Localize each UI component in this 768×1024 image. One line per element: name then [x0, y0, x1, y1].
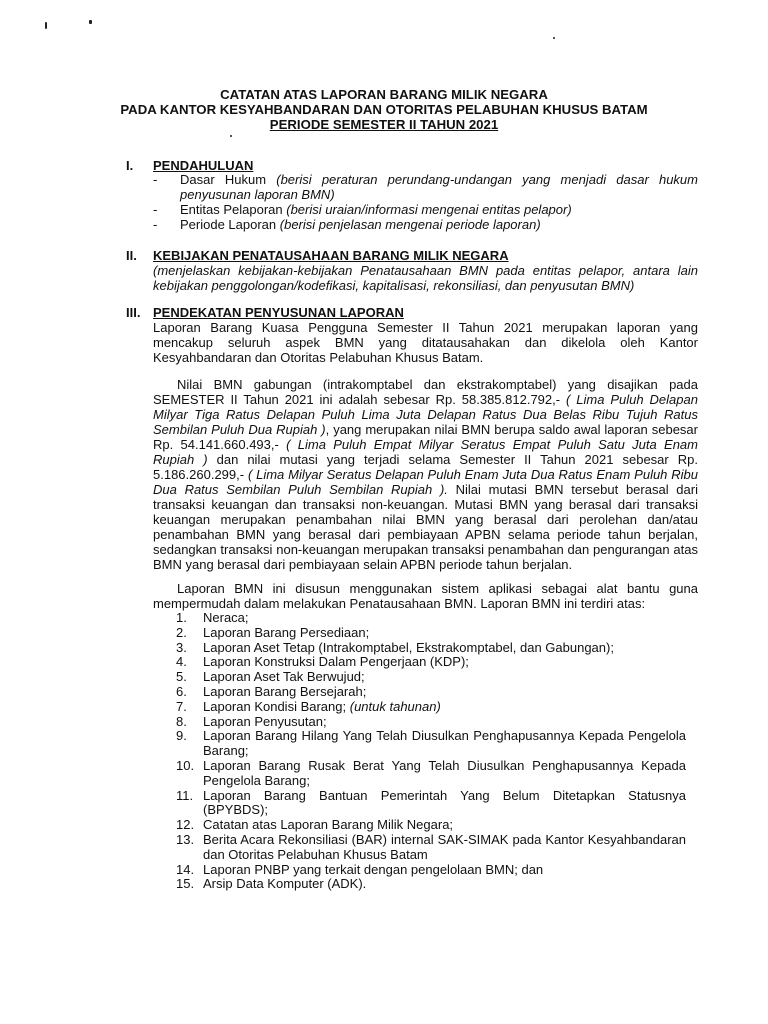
- document-title-line2: PADA KANTOR KESYAHBANDARAN DAN OTORITAS PELABUHAN KHUSUS BATAM: [120, 102, 648, 117]
- list-text: Catatan atas Laporan Barang Milik Negara;: [203, 817, 454, 833]
- list-number: 5.: [176, 669, 187, 685]
- total-value-text: Nilai BMN gabungan (intrakomptabel dan ekstrakomptabel) yang disajikan pada SEMESTER II Tahun 2021 ini adalah sebesar Rp. 58.385.812.792,-: [153, 377, 698, 407]
- item-note: (berisi uraian/informasi mengenai entitas pelapor): [286, 202, 572, 217]
- scan-speck: [553, 37, 555, 39]
- section-2-number: II.: [126, 248, 137, 263]
- mutation-explanation: Nilai mutasi BMN tersebut berasal dari transaksi keuangan dan transaksi non-keuangan. Mutasi BMN yang berasal dari transaksi keuangan merupakan penambahan nilai BMN yang berasal dari perolehan dan/atau penambahan BMN yang berasal dari pembiayaan APBN selama periode tahun berjalan, sedangkan transaksi non-keuangan merupakan transaksi penambahan dan pengurangan atas BMN yang berasal dari pembiayaan selain APBN periode tahun berjalan.: [153, 482, 698, 572]
- list-text: Neraca;: [203, 610, 249, 625]
- list-item: [176, 759, 686, 789]
- list-item: [176, 611, 686, 626]
- list-text: Laporan Barang Hilang Yang Telah Diusulkan Penghapusannya Kepada Pengelola Barang;: [203, 728, 686, 759]
- list-text: Laporan Kondisi Barang;: [203, 698, 347, 714]
- scan-speck: [230, 135, 232, 137]
- list-item: [176, 655, 686, 670]
- report-intro-text: Laporan BMN ini disusun menggunakan sistem aplikasi sebagai alat bantu guna mempermudah dalam melakukan Penatausahaan BMN. Laporan BMN ini terdiri atas:: [153, 581, 698, 611]
- list-text: Arsip Data Komputer (ADK).: [203, 876, 367, 892]
- scan-speck: [89, 20, 92, 24]
- list-item: [176, 626, 686, 641]
- list-text: Laporan Barang Bantuan Pemerintah Yang Belum Ditetapkan Statusnya (BPYBDS);: [203, 787, 686, 818]
- section-3-number: III.: [126, 305, 141, 320]
- list-item: [176, 641, 686, 656]
- section-1-bullet-list: [153, 172, 698, 232]
- report-contents-list: [176, 611, 686, 892]
- list-number: 3.: [176, 639, 187, 655]
- item-label: Entitas Pelaporan: [180, 202, 283, 217]
- section-1-number: I.: [126, 158, 134, 173]
- mutation-value-text: dan nilai mutasi yang terjadi selama Semester II Tahun 2021 sebesar Rp. 5.186.260.299,-: [153, 452, 698, 482]
- list-item: [153, 172, 698, 202]
- list-number: 1.: [176, 610, 187, 625]
- opening-balance-text: , yang merupakan nilai BMN berupa saldo awal laporan sebesar Rp. 54.141.660.493,-: [153, 422, 698, 452]
- mutation-value-words: ( Lima Milyar Seratus Delapan Puluh Enam Juta Dua Ratus Enam Puluh Ribu Dua Ratus Sembilan Puluh Sembilan Rupiah ).: [153, 467, 698, 497]
- list-item: [176, 715, 686, 730]
- section-1-title: PENDAHULUAN: [153, 158, 254, 173]
- section-2-title: KEBIJAKAN PENATAUSAHAAN BARANG MILIK NEGARA: [153, 248, 509, 263]
- item-note: (berisi penjelasan mengenai periode laporan): [279, 217, 541, 232]
- section-2-description: (menjelaskan kebijakan-kebijakan Penatausahaan BMN pada entitas pelapor, antara lain kebijakan penggolongan/kodefikasi, kapitalisasi, rekonsiliasi, dan penyusutan BMN): [153, 263, 698, 293]
- list-item: [176, 789, 686, 819]
- section-3-paragraph-2: [153, 377, 698, 572]
- list-item: [176, 729, 686, 759]
- list-item: [176, 685, 686, 700]
- list-number: 11.: [176, 787, 194, 803]
- list-item: [176, 833, 686, 863]
- list-text: Laporan PNBP yang terkait dengan pengelolaan BMN; dan: [203, 861, 544, 877]
- scan-speck: [45, 22, 47, 29]
- list-text: Laporan Aset Tetap (Intrakomptabel, Ekstrakomptabel, dan Gabungan);: [203, 639, 614, 655]
- item-note: (berisi peraturan perundang-undangan yang menjadi dasar hukum penyusunan laporan BMN): [180, 172, 698, 202]
- list-item: [153, 217, 698, 232]
- bullet-dash-icon: -: [153, 217, 158, 232]
- list-number: 12.: [176, 817, 195, 833]
- list-text: Laporan Aset Tak Berwujud;: [203, 669, 365, 685]
- item-label: Periode Laporan: [180, 217, 277, 232]
- bullet-dash-icon: -: [153, 172, 158, 187]
- list-number: 4.: [176, 654, 187, 670]
- list-item: [153, 202, 698, 217]
- list-item: [176, 700, 686, 715]
- item-label: Dasar Hukum: [180, 172, 267, 187]
- list-text: Laporan Barang Bersejarah;: [203, 683, 367, 699]
- list-number: 6.: [176, 683, 187, 699]
- list-item: [176, 863, 686, 878]
- list-text: Berita Acara Rekonsiliasi (BAR) internal SAK-SIMAK pada Kantor Kesyahbandaran dan Otoritas Pelabuhan Khusus Batam: [203, 831, 686, 862]
- list-text: Laporan Barang Persediaan;: [203, 624, 370, 640]
- document-title-period: PERIODE SEMESTER II TAHUN 2021: [269, 117, 499, 132]
- list-number: 7.: [176, 698, 187, 714]
- list-number: 2.: [176, 624, 187, 640]
- list-number: 9.: [176, 728, 187, 744]
- document-title-line1: CATATAN ATAS LAPORAN BARANG MILIK NEGARA: [220, 87, 548, 102]
- list-item: [176, 877, 686, 892]
- list-number: 14.: [176, 861, 195, 877]
- section-3-paragraph-3: [153, 581, 698, 611]
- list-text: Laporan Konstruksi Dalam Pengerjaan (KDP);: [203, 654, 469, 670]
- opening-balance-words: ( Lima Puluh Empat Milyar Seratus Empat Puluh Satu Juta Enam Rupiah ): [153, 437, 698, 467]
- list-item: [176, 670, 686, 685]
- section-3-paragraph-1: Laporan Barang Kuasa Pengguna Semester II Tahun 2021 merupakan laporan yang mencakup seluruh aspek BMN yang ditatausahakan dan dikelola oleh Kantor Kesyahbandaran dan Otoritas Pelabuhan Khusus Batam.: [153, 320, 698, 365]
- list-number: 10.: [176, 757, 195, 773]
- list-number: 8.: [176, 713, 187, 729]
- total-value-words: ( Lima Puluh Delapan Milyar Tiga Ratus Delapan Puluh Lima Juta Delapan Ratus Dua Belas Ribu Tujuh Ratus Sembilan Puluh Dua Rupiah ): [153, 392, 698, 437]
- list-text: Laporan Penyusutan;: [203, 713, 327, 729]
- list-number: 15.: [176, 876, 195, 892]
- list-number: 13.: [176, 831, 195, 847]
- bullet-dash-icon: -: [153, 202, 158, 217]
- list-note: (untuk tahunan): [349, 698, 441, 714]
- list-text: Laporan Barang Rusak Berat Yang Telah Diusulkan Penghapusannya Kepada Pengelola Barang;: [203, 757, 686, 788]
- section-3-title: PENDEKATAN PENYUSUNAN LAPORAN: [153, 305, 404, 320]
- list-item: [176, 818, 686, 833]
